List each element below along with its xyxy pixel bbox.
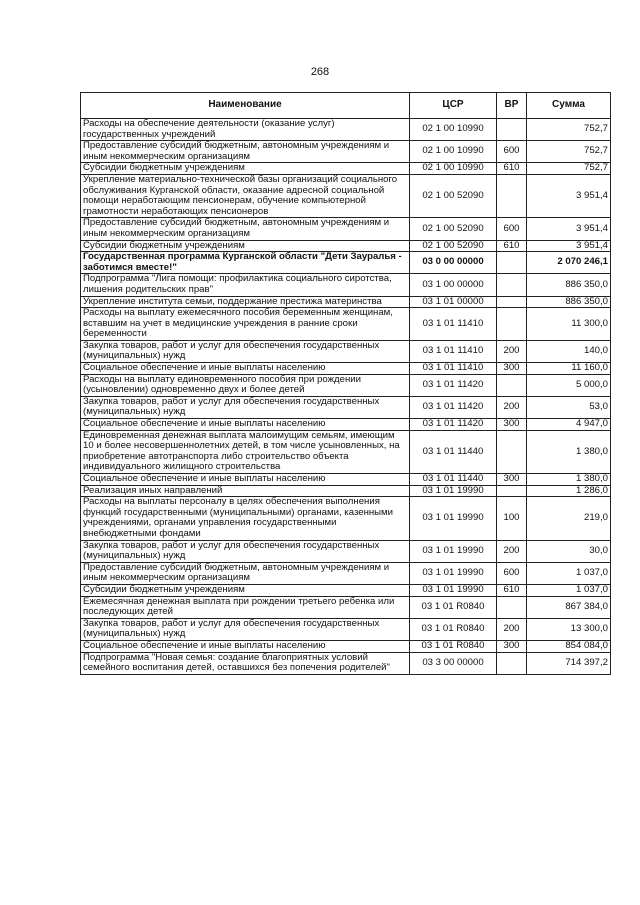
cell-sum: 5 000,0 xyxy=(527,374,611,396)
cell-sum: 30,0 xyxy=(527,540,611,562)
cell-vr: 300 xyxy=(497,474,527,486)
header-name: Наименование xyxy=(81,93,410,119)
cell-csr: 03 1 01 11420 xyxy=(410,396,497,418)
cell-sum: 886 350,0 xyxy=(527,274,611,296)
cell-name: Расходы на обеспечение деятельности (оказание услуг) государственных учреждений xyxy=(81,119,410,141)
cell-vr xyxy=(497,274,527,296)
cell-vr: 610 xyxy=(497,163,527,175)
cell-sum: 3 951,4 xyxy=(527,240,611,252)
table-row xyxy=(81,430,611,473)
cell-csr: 02 1 00 10990 xyxy=(410,141,497,163)
cell-name: Предоставление субсидий бюджетным, автономным учреждениям и иным некоммерческим организациям xyxy=(81,562,410,584)
cell-sum: 1 037,0 xyxy=(527,562,611,584)
cell-sum: 3 951,4 xyxy=(527,174,611,217)
cell-sum: 1 286,0 xyxy=(527,485,611,497)
cell-sum: 4 947,0 xyxy=(527,419,611,431)
cell-csr: 02 1 00 52090 xyxy=(410,174,497,217)
cell-name: Укрепление института семьи, поддержание престижа материнства xyxy=(81,296,410,308)
table-header-row xyxy=(81,93,611,119)
cell-csr: 03 1 01 00000 xyxy=(410,296,497,308)
cell-csr: 03 1 01 11420 xyxy=(410,419,497,431)
header-csr: ЦСР xyxy=(410,93,497,119)
table-row xyxy=(81,419,611,431)
cell-sum: 2 070 246,1 xyxy=(527,252,611,274)
cell-csr: 03 1 01 11410 xyxy=(410,363,497,375)
cell-csr: 02 1 00 10990 xyxy=(410,119,497,141)
cell-vr xyxy=(497,252,527,274)
table-row xyxy=(81,485,611,497)
table-row xyxy=(81,119,611,141)
cell-name: Закупка товаров, работ и услуг для обеспечения государственных (муниципальных) нужд xyxy=(81,340,410,362)
cell-sum: 140,0 xyxy=(527,340,611,362)
table-row xyxy=(81,174,611,217)
cell-vr: 200 xyxy=(497,618,527,640)
cell-name: Социальное обеспечение и иные выплаты населению xyxy=(81,363,410,375)
cell-name: Закупка товаров, работ и услуг для обеспечения государственных (муниципальных) нужд xyxy=(81,396,410,418)
cell-csr: 02 1 00 52090 xyxy=(410,240,497,252)
cell-sum: 1 037,0 xyxy=(527,584,611,596)
cell-csr: 03 1 01 R0840 xyxy=(410,618,497,640)
cell-sum: 752,7 xyxy=(527,119,611,141)
cell-csr: 02 1 00 52090 xyxy=(410,218,497,240)
cell-csr: 02 1 00 10990 xyxy=(410,163,497,175)
cell-csr: 03 1 01 19990 xyxy=(410,540,497,562)
cell-name: Подпрограмма "Лига помощи: профилактика социального сиротства, лишения родительских прав" xyxy=(81,274,410,296)
cell-csr: 03 3 00 00000 xyxy=(410,652,497,674)
cell-vr: 300 xyxy=(497,640,527,652)
cell-name: Расходы на выплаты персоналу в целях обеспечения выполнения функций государственными (муниципальными) органами, казенными учреждениями, органами управления государственными внебюджетными фондами xyxy=(81,497,410,540)
cell-name: Закупка товаров, работ и услуг для обеспечения государственных (муниципальных) нужд xyxy=(81,618,410,640)
cell-csr: 03 1 01 11410 xyxy=(410,308,497,341)
cell-csr: 03 1 01 11440 xyxy=(410,430,497,473)
cell-vr xyxy=(497,374,527,396)
cell-sum: 3 951,4 xyxy=(527,218,611,240)
table-row xyxy=(81,497,611,540)
table-row xyxy=(81,596,611,618)
cell-name: Социальное обеспечение и иные выплаты населению xyxy=(81,419,410,431)
cell-csr: 03 1 01 11440 xyxy=(410,474,497,486)
table-row xyxy=(81,562,611,584)
table-row xyxy=(81,296,611,308)
table-row xyxy=(81,218,611,240)
table-row xyxy=(81,584,611,596)
table-row xyxy=(81,274,611,296)
cell-name: Социальное обеспечение и иные выплаты населению xyxy=(81,474,410,486)
cell-sum: 752,7 xyxy=(527,141,611,163)
table-row xyxy=(81,374,611,396)
cell-sum: 219,0 xyxy=(527,497,611,540)
cell-vr: 300 xyxy=(497,363,527,375)
table-row xyxy=(81,240,611,252)
cell-name: Субсидии бюджетным учреждениям xyxy=(81,240,410,252)
cell-csr: 03 1 01 R0840 xyxy=(410,640,497,652)
page-number: 268 xyxy=(310,66,330,78)
cell-name: Социальное обеспечение и иные выплаты населению xyxy=(81,640,410,652)
cell-name: Реализация иных направлений xyxy=(81,485,410,497)
table-row xyxy=(81,340,611,362)
cell-vr: 100 xyxy=(497,497,527,540)
cell-name: Закупка товаров, работ и услуг для обеспечения государственных (муниципальных) нужд xyxy=(81,540,410,562)
cell-sum: 11 300,0 xyxy=(527,308,611,341)
table-row xyxy=(81,163,611,175)
header-vr: ВР xyxy=(497,93,527,119)
cell-sum: 11 160,0 xyxy=(527,363,611,375)
cell-csr: 03 1 01 11410 xyxy=(410,340,497,362)
cell-csr: 03 1 01 19990 xyxy=(410,584,497,596)
cell-vr: 600 xyxy=(497,218,527,240)
table-row xyxy=(81,474,611,486)
table-row xyxy=(81,396,611,418)
cell-vr xyxy=(497,652,527,674)
table-row xyxy=(81,252,611,274)
cell-csr: 03 1 00 00000 xyxy=(410,274,497,296)
cell-vr: 200 xyxy=(497,540,527,562)
cell-name: Предоставление субсидий бюджетным, автономным учреждениям и иным некоммерческим организациям xyxy=(81,141,410,163)
cell-vr xyxy=(497,485,527,497)
cell-vr xyxy=(497,296,527,308)
table-row xyxy=(81,308,611,341)
cell-sum: 13 300,0 xyxy=(527,618,611,640)
cell-sum: 714 397,2 xyxy=(527,652,611,674)
cell-csr: 03 1 01 11420 xyxy=(410,374,497,396)
cell-vr xyxy=(497,430,527,473)
cell-sum: 867 384,0 xyxy=(527,596,611,618)
table-row xyxy=(81,540,611,562)
cell-vr xyxy=(497,119,527,141)
cell-name: Расходы на выплату ежемесячного пособия беременным женщинам, вставшим на учет в медицинские учреждения в ранние сроки беременности xyxy=(81,308,410,341)
cell-sum: 752,7 xyxy=(527,163,611,175)
cell-name: Единовременная денежная выплата малоимущим семьям, имеющим 10 и более несовершеннолетних детей, в том числе усыновленных, на приобретение автотранспорта либо строительство объекта индивидуального жилищного строительства xyxy=(81,430,410,473)
cell-csr: 03 1 01 R0840 xyxy=(410,596,497,618)
cell-name: Государственная программа Курганской области "Дети Зауралья - заботимся вместе!" xyxy=(81,252,410,274)
cell-vr xyxy=(497,308,527,341)
table-body xyxy=(81,119,611,675)
cell-sum: 854 084,0 xyxy=(527,640,611,652)
table-row xyxy=(81,363,611,375)
cell-vr: 300 xyxy=(497,419,527,431)
cell-vr xyxy=(497,596,527,618)
cell-name: Подпрограмма "Новая семья: создание благоприятных условий семейного воспитания детей, оставшихся без попечения родителей" xyxy=(81,652,410,674)
cell-vr: 200 xyxy=(497,340,527,362)
cell-vr: 600 xyxy=(497,141,527,163)
cell-name: Субсидии бюджетным учреждениям xyxy=(81,163,410,175)
cell-sum: 1 380,0 xyxy=(527,430,611,473)
table-row xyxy=(81,618,611,640)
cell-name: Ежемесячная денежная выплата при рождении третьего ребенка или последующих детей xyxy=(81,596,410,618)
cell-csr: 03 1 01 19990 xyxy=(410,497,497,540)
header-sum: Сумма xyxy=(527,93,611,119)
table-row xyxy=(81,652,611,674)
cell-vr xyxy=(497,174,527,217)
cell-csr: 03 0 00 00000 xyxy=(410,252,497,274)
cell-vr: 600 xyxy=(497,562,527,584)
cell-name: Расходы на выплату единовременного пособия при рождении (усыновлении) одновременно двух и более детей xyxy=(81,374,410,396)
cell-name: Субсидии бюджетным учреждениям xyxy=(81,584,410,596)
cell-vr: 610 xyxy=(497,584,527,596)
cell-sum: 886 350,0 xyxy=(527,296,611,308)
cell-csr: 03 1 01 19990 xyxy=(410,485,497,497)
cell-name: Предоставление субсидий бюджетным, автономным учреждениям и иным некоммерческим организациям xyxy=(81,218,410,240)
budget-table xyxy=(80,92,611,675)
table-row xyxy=(81,640,611,652)
cell-vr: 200 xyxy=(497,396,527,418)
cell-name: Укрепление материально-технической базы организаций социального обслуживания Курганской области, оказание адресной социальной помощи неработающим пенсионерам, обучение компьютерной грамотности неработающих пенсионеров xyxy=(81,174,410,217)
cell-sum: 1 380,0 xyxy=(527,474,611,486)
table-row xyxy=(81,141,611,163)
cell-sum: 53,0 xyxy=(527,396,611,418)
cell-vr: 610 xyxy=(497,240,527,252)
cell-csr: 03 1 01 19990 xyxy=(410,562,497,584)
